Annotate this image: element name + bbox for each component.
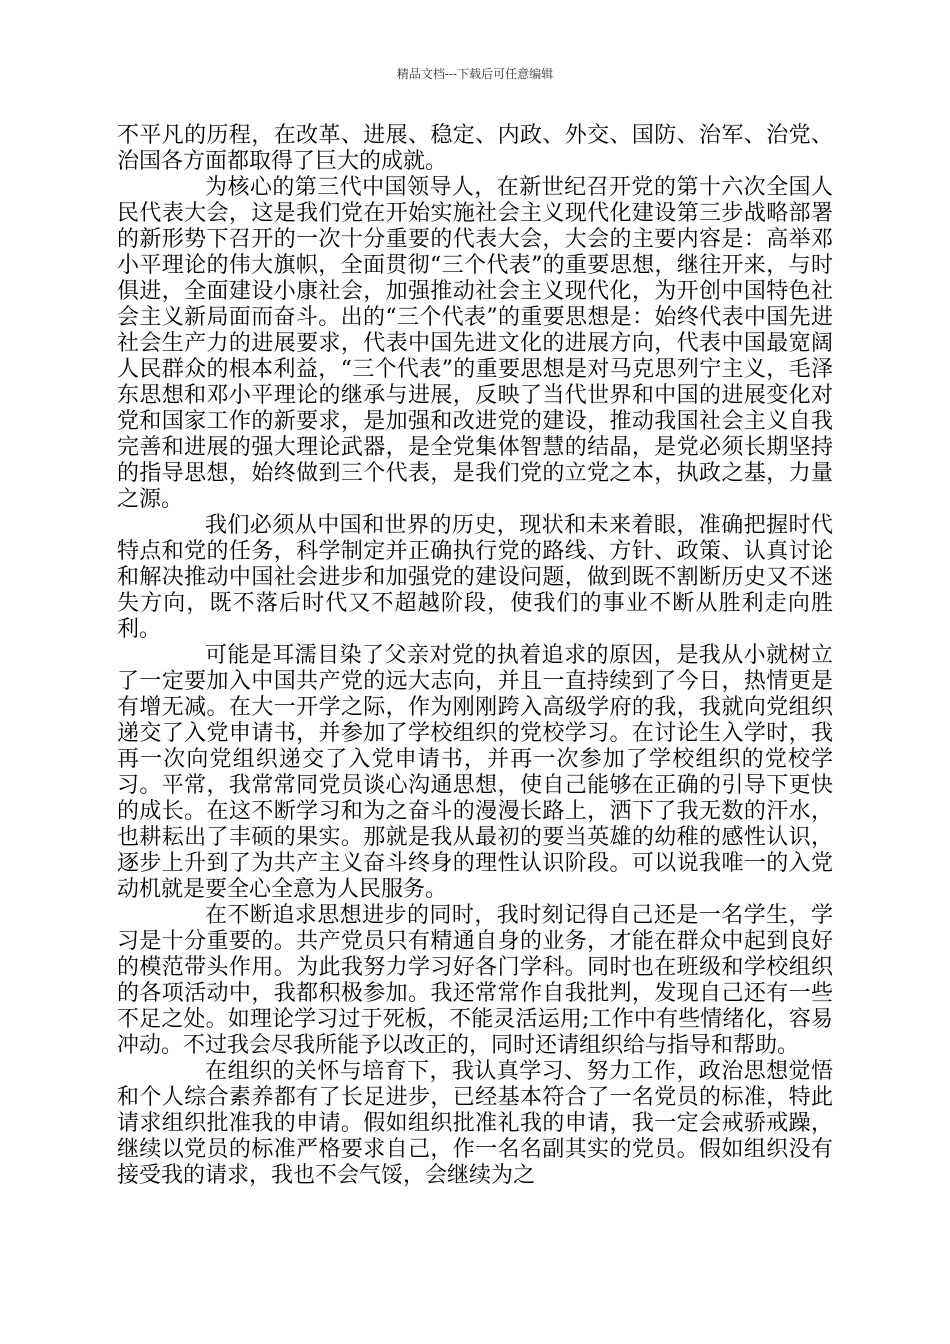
paragraph-4: 可能是耳濡目染了父亲对党的执着追求的原因，是我从小就树立了一定要加入中国共产党的远大志向，并且一直持续到了今日，热情更是有增无减。在大一开学之际，作为刚刚跨入高级学府的我，我就向党组织递交了入党申请书，并参加了学校组织的党校学习。在讨论生入学时，我再一次向党组织递交了入党申请书，并再一次参加了学校组织的党校学习。平常，我常常同党员谈心沟通思想，使自己能够在正确的引导下更快的成长。在这不断学习和为之奋斗的漫漫长路上，洒下了我无数的汗水，也耕耘出了丰硕的果实。那就是我从最初的要当英雄的幼稚的感性认识，逐步上升到了为共产主义奋斗终身的理性认识阶段。可以说我唯一的入党动机就是要全心全意为人民服务。 bbox=[117, 643, 833, 902]
paragraph-3: 我们必须从中国和世界的历史，现状和未来着眼，准确把握时代特点和党的任务，科学制定并正确执行党的路线、方针、政策、认真讨论和解决推动中国社会进步和加强党的建设问题，做到既不割断历史又不迷失方向，既不落后时代又不超越阶段，使我们的事业不断从胜利走向胜利。 bbox=[117, 513, 833, 642]
paragraph-1: 不平凡的历程，在改革、进展、稳定、内政、外交、国防、治军、治党、治国各方面都取得了巨大的成就。 bbox=[117, 123, 833, 174]
paragraph-2: 为核心的第三代中国领导人，在新世纪召开党的第十六次全国人民代表大会，这是我们党在开始实施社会主义现代化建设第三步战略部署的新形势下召开的一次十分重要的代表大会，大会的主要内容是：高举邓小平理论的伟大旗帜，全面贯彻“三个代表”的重要思想，继往开来，与时俱进，全面建设小康社会，加强推动社会主义现代化，为开创中国特色社会主义新局面而奋斗。出的“三个代表”的重要思想是：始终代表中国先进社会生产力的进展要求，代表中国先进文化的进展方向，代表中国最宽阔人民群众的根本利益，“三个代表”的重要思想是对马克思列宁主义，毛泽东思想和邓小平理论的继承与进展，反映了当代世界和中国的进展变化对党和国家工作的新要求，是加强和改进党的建设，推动我国社会主义自我完善和进展的强大理论武器，是全党集体智慧的结晶，是党必须长期坚持的指导思想，始终做到三个代表，是我们党的立党之本，执政之基，力量之源。 bbox=[117, 175, 833, 512]
page-header: 精品文档---下载后可任意编辑 bbox=[396, 67, 554, 81]
paragraph-6: 在组织的关怀与培育下，我认真学习、努力工作，政治思想觉悟和个人综合素养都有了长足进步，已经基本符合了一名党员的标准，特此请求组织批准我的申请。假如组织批准礼我的申请，我一定会戒骄戒躁，继续以党员的标准严格要求自己，作一名名副其实的党员。假如组织没有接受我的请求，我也不会气馁，会继续为之 bbox=[117, 1059, 833, 1188]
paragraph-5: 在不断追求思想进步的同时，我时刻记得自己还是一名学生，学习是十分重要的。共产党员只有精通自身的业务，才能在群众中起到良好的模范带头作用。为此我努力学习好各门学科。同时也在班级和学校组织的各项活动中，我都积极参加。我还常常作自我批判，发现自己还有一些不足之处。如理论学习过于死板，不能灵活运用;工作中有些情绪化，容易冲动。不过我会尽我所能予以改正的，同时还请组织给与指导和帮助。 bbox=[117, 903, 833, 1058]
document-body bbox=[117, 123, 833, 1189]
